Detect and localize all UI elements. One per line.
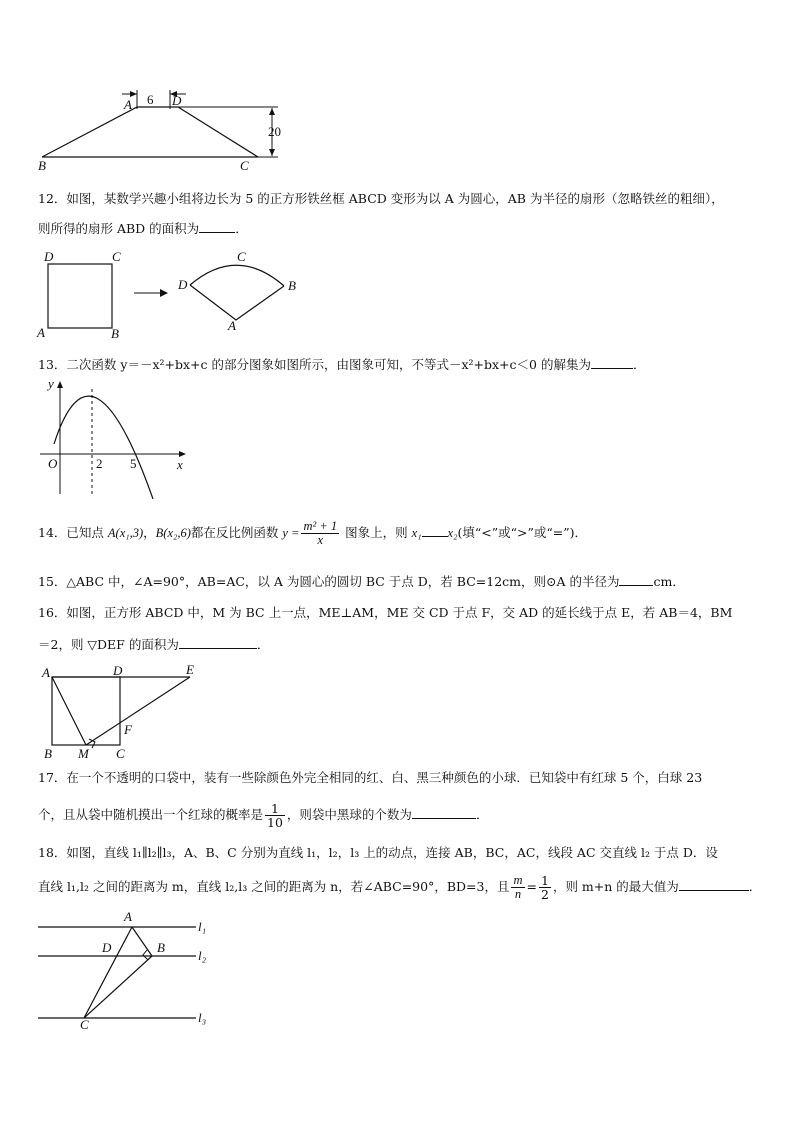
q14-point-a: A(x₁,3): [107, 526, 144, 540]
q18-fraction-2: 2: [541, 887, 549, 902]
label-d: D: [172, 93, 182, 108]
q17-line2: [38, 800, 488, 830]
q14-x1: x₁: [411, 526, 422, 540]
q14-func-y: y =: [282, 526, 300, 540]
q18-text-c: ．: [748, 879, 762, 894]
q18-fraction-mn: [511, 874, 524, 901]
label-a: A: [124, 97, 132, 112]
f16-label-e: E: [186, 662, 194, 677]
q17-text-c: ．: [475, 807, 489, 822]
sec-label-d: D: [178, 277, 188, 292]
q14-answer-blank[interactable]: [422, 524, 448, 537]
q13-text-b: ．: [632, 357, 646, 372]
q12-text-a: 则所得的扇形 ABD 的面积为: [38, 221, 200, 236]
q17-text-a: 个，且从袋中随机摸出一个红球的概率是: [38, 807, 264, 822]
f18-label-l2: l₂: [198, 948, 207, 963]
sq-label-c: C: [112, 249, 121, 264]
f16-label-m: M: [78, 746, 89, 760]
q17-answer-blank[interactable]: [412, 806, 476, 819]
q13-text-a: 13．二次函数 y＝－x²+bx+c 的部分图象如图所示，由图象可知，不等式－x²+bx+c＜0 的解集为: [38, 357, 591, 372]
q14-point-b: B(x₂,6): [155, 526, 191, 540]
q17-text-b: ，则袋中黑球的个数为: [286, 807, 412, 822]
q18-line1: 18．如图，直线 l₁∥l₂∥l₃，A、B、C 分别为直线 l₁，l₂，l₃ 上的动点，连接 AB，BC，AC，线段 AC 交直线 l₂ 于点 D．设: [38, 845, 718, 860]
q14-text-d: 图象上，则: [341, 525, 412, 540]
q16-line2: [38, 636, 269, 653]
sec-label-b: B: [288, 278, 296, 293]
f18-label-c: C: [80, 1017, 89, 1030]
q14-text-c: 都在反比例函数: [190, 525, 283, 540]
trapezoid-figure: [30, 82, 300, 174]
axis-label-x: x: [177, 457, 183, 472]
f16-label-d: D: [113, 663, 123, 678]
f18-label-l3: l₃: [198, 1010, 207, 1025]
q14-line: [38, 518, 587, 550]
f16-label-c: C: [116, 746, 125, 760]
f16-label-a: A: [42, 665, 50, 680]
label-top-width: 6: [147, 92, 154, 107]
q18-text-b: ，则 m+n 的最大值为: [552, 879, 679, 894]
q14-x2: x₂: [447, 526, 458, 540]
parabola-graph: [34, 374, 194, 499]
q17-fraction-num: 1: [265, 802, 285, 816]
q14-text-b: ，: [143, 525, 156, 540]
q17-fraction-den: 10: [267, 815, 283, 830]
sq-label-d: D: [44, 249, 54, 264]
q18-text-a: 直线 l₁,l₂ 之间的距离为 m，直线 l₂,l₃ 之间的距离为 n，若∠ABC=90°，BD=3，且: [38, 879, 510, 894]
sq-label-a: A: [37, 325, 45, 340]
q18-fraction-m: m: [513, 873, 523, 887]
label-b: B: [38, 158, 46, 173]
q17-fraction: [265, 802, 285, 829]
f18-label-d: D: [102, 940, 112, 955]
axis-label-y: y: [48, 376, 54, 391]
label-c: C: [240, 158, 249, 173]
q14-fraction-num: m² + 1: [303, 519, 338, 533]
q14-text-e: (填“<”或“>”或“=”)．: [457, 525, 587, 540]
q17-line1: 17．在一个不透明的口袋中，装有一些除颜色外完全相同的红、白、黑三种颜色的小球．已知袋中有红球 5 个，白球 23: [38, 770, 703, 785]
q15-line: [38, 573, 685, 590]
q12-text-b: ．: [235, 221, 248, 236]
tick-label-2: 2: [96, 456, 103, 471]
f18-label-b: B: [157, 940, 165, 955]
q14-fraction: [301, 520, 339, 547]
q16-line1: 16．如图，正方形 ABCD 中，M 为 BC 上一点，ME⊥AM，ME 交 CD 于点 F，交 AD 的延长线于点 E，若 AB＝4，BM: [38, 605, 733, 620]
square-abcd-figure: [34, 662, 204, 760]
q16-answer-blank[interactable]: [179, 636, 257, 649]
q18-equals: =: [526, 879, 537, 894]
q14-text-a: 14．已知点: [38, 525, 108, 540]
q13-answer-blank[interactable]: [591, 356, 633, 369]
q18-fraction-1: 1: [541, 873, 549, 888]
q18-fraction-n: n: [514, 887, 522, 901]
sec-label-a: A: [228, 318, 236, 333]
tick-label-5: 5: [130, 456, 137, 471]
q18-line2: [38, 872, 761, 902]
origin-label: O: [48, 456, 58, 471]
square-to-sector-figure: [34, 248, 324, 343]
q15-answer-blank[interactable]: [619, 573, 653, 586]
f18-label-a: A: [124, 909, 132, 924]
q18-answer-blank[interactable]: [679, 878, 749, 891]
sq-label-b: B: [111, 326, 119, 341]
q18-fraction-half: [539, 874, 551, 901]
q13-line: [38, 356, 645, 373]
q14-fraction-den: x: [317, 533, 324, 547]
q15-text-a: 15．△ABC 中，∠A=90°，AB=AC，以 A 为圆心的圆切 BC 于点 D，若 BC=12cm，则⊙A 的半径为: [38, 574, 620, 589]
label-height: 20: [268, 124, 281, 139]
f18-label-l1: l₁: [198, 919, 207, 934]
q12-line1: 12．如图，某数学兴趣小组将边长为 5 的正方形铁丝框 ABCD 变形为以 A 为圆心，AB 为半径的扇形（忽略铁丝的粗细），: [38, 191, 724, 206]
f16-label-f: F: [124, 722, 132, 737]
parallel-lines-figure: [34, 905, 224, 1030]
q12-line2: [38, 220, 248, 237]
sec-label-c: C: [237, 249, 246, 264]
f16-label-b: B: [44, 746, 52, 760]
q16-text-a: ＝2，则 ▽DEF 的面积为: [38, 637, 179, 652]
q12-answer-blank[interactable]: [199, 220, 235, 233]
q15-text-b: cm．: [653, 574, 685, 589]
q16-text-b: ．: [256, 637, 270, 652]
